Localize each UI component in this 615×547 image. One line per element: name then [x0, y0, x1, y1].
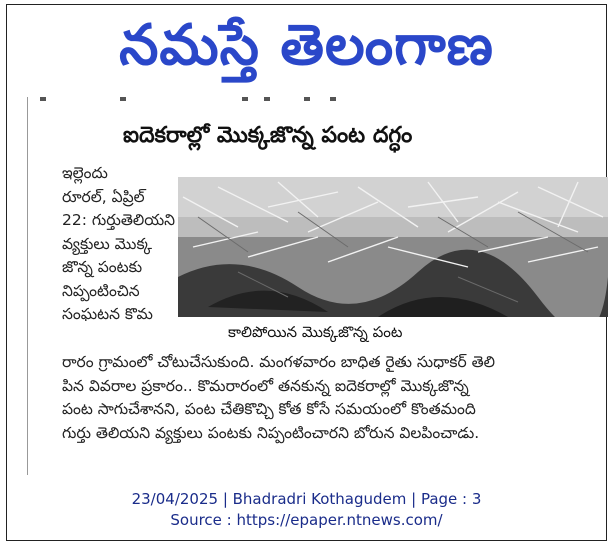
intro-line: రూరల్, ఏప్రిల్ [62, 187, 145, 206]
body-line: పిన వివరాల ప్రకారం.. కొమరారంలో తనకున్న ఐదెకరాల్లో మొక్కజొన్న [62, 376, 469, 395]
article-headline: ఐదెకరాల్లో మొక్కజొన్న పంట దగ్ధం [123, 123, 413, 148]
body-line: రారం గ్రామంలో చోటుచేసుకుంది. మంగళవారం బాధిత రైతు సుధాకర్ తెలి [62, 353, 495, 371]
source-link[interactable]: Source : https://epaper.ntnews.com/ [170, 511, 443, 529]
article-intro-column [62, 162, 188, 327]
body-line: పంట సాగుచేశానని, పంట చేతికొచ్చి కోత కోసే సమయంలో కొంతమంది [62, 400, 476, 418]
photo-image [178, 177, 608, 317]
intro-line: ఇల్లెందు [62, 164, 108, 182]
body-line: గుర్తు తెలియని వ్యక్తులు పంటకు నిప్పంటించారని బోరున విలపించాడు. [62, 423, 480, 442]
cut-text-remnant [28, 97, 594, 103]
source-footer [7, 489, 606, 531]
photo-caption: కాలిపోయిన మొక్కజొన్న పంట [228, 323, 403, 341]
newspaper-masthead: నమస్తే తెలంగాణ [119, 13, 494, 78]
intro-line: సంఘటన కొమ [62, 305, 153, 323]
article-clipping [27, 97, 594, 475]
clipping-frame [6, 4, 607, 541]
intro-line: 22: గుర్తుతెలియని [62, 211, 176, 229]
edition-info: 23/04/2025 | Bhadradri Kothagudem | Page : 3 [131, 490, 482, 508]
intro-line: జొన్న పంటకు [62, 258, 143, 276]
intro-line: వ్యక్తులు మొక్క [62, 234, 153, 253]
intro-line: నిప్పంటించిన [62, 281, 140, 300]
article-body [62, 351, 607, 445]
burnt-crop-photo [178, 177, 608, 317]
